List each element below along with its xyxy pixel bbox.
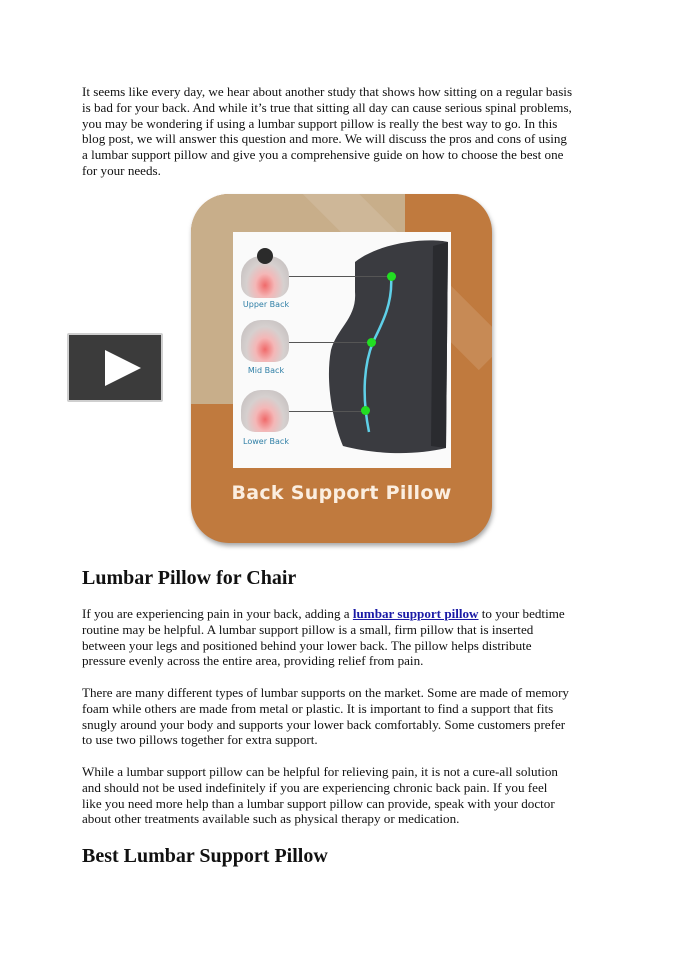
text-line: pressure evenly across the entire area, providing relief from pain. (82, 653, 424, 669)
text-line: for your needs. (82, 162, 161, 178)
upper-marker-dot (387, 272, 396, 281)
text-line (82, 606, 602, 622)
mid-back-label: Mid Back (247, 366, 285, 375)
section-heading-best-lumbar-support-pillow: Best Lumbar Support Pillow (82, 845, 328, 867)
text-line: about other treatments available such as physical therapy or medication. (82, 811, 460, 827)
play-icon (105, 350, 141, 386)
mid-leader-line (289, 342, 373, 343)
text-line: is bad for your back. And while it’s true that sitting all day can cause serious spinal problems, (82, 99, 572, 115)
text-line: routine may be helpful. A lumbar support pillow is a small, firm pillow that is inserted (82, 621, 534, 637)
text-line: blog post, we will answer this question and more. We will discuss the pros and cons of using (82, 131, 567, 147)
section1-paragraph-1 (82, 606, 602, 669)
text-line: you may be wondering if using a lumbar support pillow is really the best way to go. In this (82, 115, 558, 131)
lower-leader-line (289, 411, 365, 412)
lower-back-label: Lower Back (243, 437, 289, 446)
text-line: between your legs and positioned behind your lower back. The pillow helps distribute (82, 637, 532, 653)
text-line: foam while others are made from metal or plastic. It is important to find a support that fits (82, 700, 554, 716)
upper-leader-line (289, 276, 391, 277)
image-caption: Back Support Pillow (231, 482, 452, 504)
text-line: like you need more help than a lumbar support pillow can provide, speak with your doctor (82, 795, 555, 811)
text-line: to use two pillows together for extra support. (82, 732, 318, 748)
upper-back-label: Upper Back (242, 300, 290, 309)
video-play-button[interactable] (67, 333, 163, 402)
text-line: It seems like every day, we hear about another study that shows how sitting on a regular basis (82, 84, 573, 99)
text-line: and should not be used indefinitely if you are experiencing chronic back pain. If you feel (82, 779, 548, 795)
text-line: While a lumbar support pillow can be helpful for relieving pain, it is not a cure-all solution (82, 764, 558, 779)
text-line: There are many different types of lumbar supports on the market. Some are made of memory (82, 685, 569, 700)
mid-back-figure (241, 320, 289, 362)
head-figure (257, 248, 273, 264)
text-line: a lumbar support pillow and give you a comprehensive guide on how to choose the best one (82, 147, 564, 163)
text-span: to your bedtime (478, 606, 565, 621)
mid-marker-dot (367, 338, 376, 347)
intro-paragraph (82, 84, 602, 179)
lumbar-support-pillow-link[interactable]: lumbar support pillow (352, 606, 479, 621)
section-heading-lumbar-pillow-for-chair: Lumbar Pillow for Chair (82, 567, 297, 589)
section1-paragraph-2 (82, 685, 602, 748)
text-span: If you are experiencing pain in your back, adding a (82, 606, 353, 621)
product-photo (233, 232, 451, 468)
text-line: snugly around your body and supports your lower back comfortably. Some customers prefer (82, 716, 566, 732)
lower-back-figure (241, 390, 289, 432)
lower-marker-dot (361, 406, 370, 415)
back-support-pillow-image (191, 194, 492, 543)
section1-paragraph-3 (82, 764, 602, 827)
